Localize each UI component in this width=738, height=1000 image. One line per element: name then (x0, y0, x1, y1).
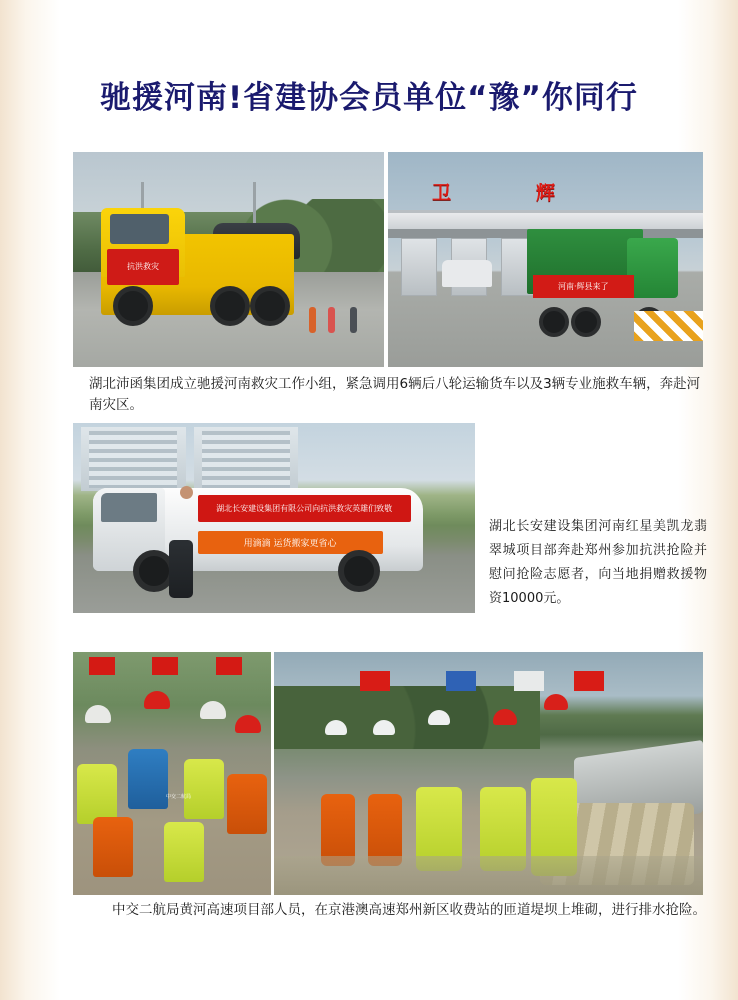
red-flag (216, 657, 242, 675)
standing-man (169, 540, 193, 598)
toll-booth (401, 238, 437, 296)
van-windshield (101, 493, 157, 522)
toll-sign-left: 卫 (432, 181, 452, 204)
photo-row-3 (73, 652, 703, 895)
rescue-worker (350, 307, 357, 333)
white-car (442, 260, 492, 288)
truck-banner: 抗洪救灾 (107, 249, 179, 286)
standing-man-head (180, 486, 193, 499)
van-banner: 湖北长安建设集团有限公司向抗洪救灾英雄们致敬 (198, 495, 411, 522)
red-flag (152, 657, 178, 675)
building-windows (89, 431, 177, 488)
rescue-worker (328, 307, 335, 333)
reflective-vest (164, 822, 204, 882)
green-truck-banner: 河南·辉县来了 (533, 275, 634, 299)
cab-window (110, 214, 169, 244)
traffic-barrier (634, 311, 703, 341)
red-flag (574, 671, 604, 691)
caption-row-3: 中交二航局黄河高速项目部人员，在京港澳高速郑州新区收费站的匝道堤坝上堆砌，进行排水抢险。 (112, 902, 706, 918)
safety-helmet (373, 720, 395, 735)
photo-levee-sandbags (274, 652, 703, 895)
caption-row-1: 湖北沛函集团成立驰援河南救灾工作小组，紧急调用6辆后八轮运输货车以及3辆专业施救车辆，奔赴河南灾区。 (89, 376, 701, 413)
rescue-worker-orange (321, 794, 355, 866)
truck-wheel (539, 307, 569, 337)
truck-wheel (571, 307, 601, 337)
flood-water (274, 856, 703, 895)
van-banner-secondary: 用滴滴 运货搬家更省心 (198, 531, 383, 554)
rescue-worker (309, 307, 316, 333)
green-truck-cab (627, 238, 677, 298)
photo-white-van (73, 423, 475, 613)
safety-helmet-red (544, 694, 568, 710)
safety-helmet (85, 705, 111, 723)
photo-row-1 (73, 152, 703, 367)
reflective-vest (184, 759, 224, 819)
caption-row-2: 湖北长安建设集团河南红星美凯龙翡翠城项目部奔赴郑州参加抗洪抢险并慰问抢险志愿者，向当地捐赠救援物资10000元。 (489, 519, 707, 607)
white-flag (514, 671, 544, 691)
photo-tow-truck (73, 152, 384, 367)
worker-uniform (128, 749, 168, 809)
reflective-vest (77, 764, 117, 824)
unit-badge: 中交二航局 (166, 793, 192, 800)
page-content (34, 0, 707, 1000)
page-title: 驰援河南!省建协会员单位“豫”你同行 (100, 80, 638, 116)
photo-toll-gate-green-truck (388, 152, 703, 367)
rescue-uniform (93, 817, 133, 877)
red-flag (89, 657, 115, 675)
blue-flag (446, 671, 476, 691)
safety-helmet-red (493, 709, 517, 725)
photo-rescue-crew-assembly (73, 652, 271, 895)
truck-wheel (210, 286, 250, 326)
toll-sign-right: 辉 (536, 181, 556, 204)
red-flag (360, 671, 390, 691)
rescue-worker-orange (368, 794, 402, 866)
building-windows (202, 431, 290, 488)
rescue-uniform (227, 774, 267, 834)
